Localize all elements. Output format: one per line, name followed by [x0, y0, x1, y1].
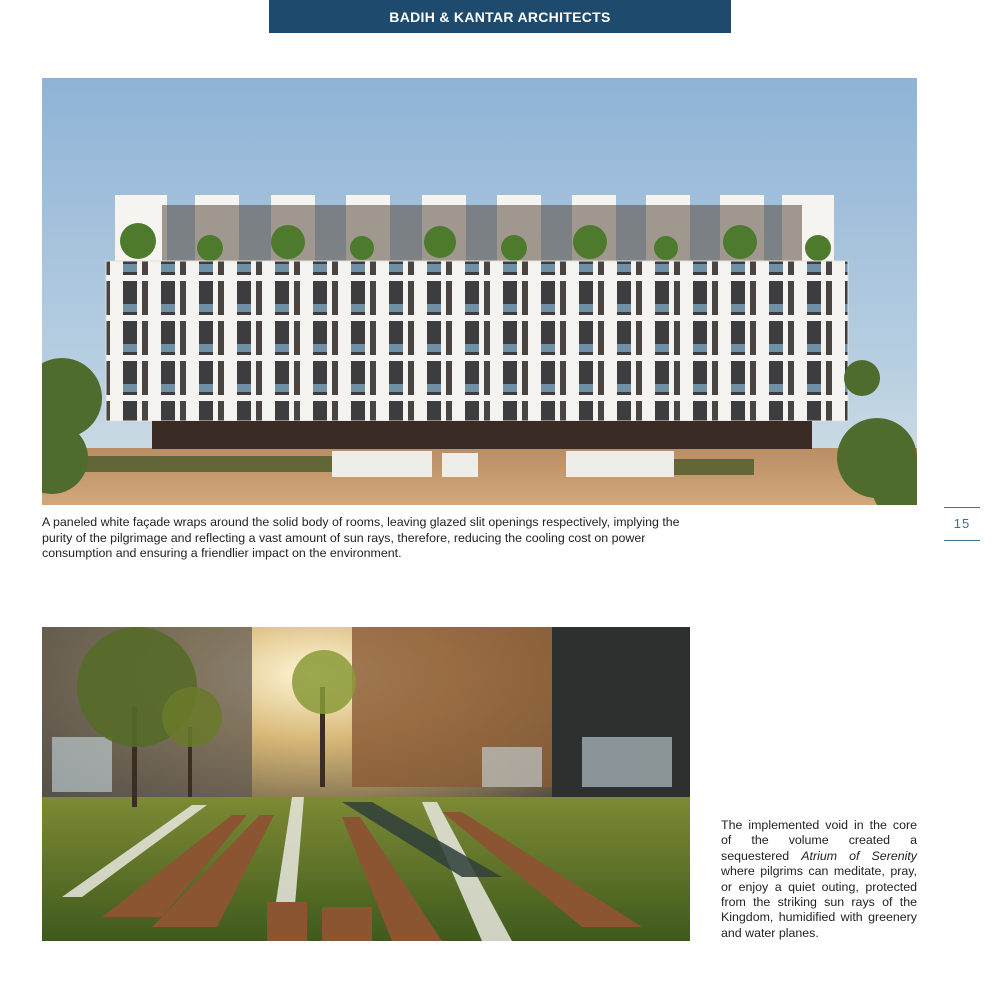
ground-floor [152, 421, 812, 449]
atrium-svg [42, 627, 690, 941]
page-number-block [944, 507, 980, 541]
roof-terrace [162, 205, 802, 261]
atrium-caption [721, 818, 917, 941]
facade-block [106, 261, 848, 421]
page-number-rule-top [944, 507, 980, 508]
atrium-rendering [42, 627, 690, 941]
facade-caption: A paneled white façade wraps around the solid body of rooms, leaving glazed slit openings respectively, implying the purity of the pilgrimage and reflecting a vast amount of sun rays, therefore, reducing the cooling cost on power consumption and ensuring a friendlier impact on the environment. [42, 515, 680, 560]
page-number: 15 [953, 516, 971, 531]
header-bar [269, 0, 731, 33]
atrium-caption-emphasis: Atrium of Serenity [801, 848, 917, 863]
atrium-caption-end: where pilgrims can meditate, pray, or enjoy a quiet outing, protected from the striking sun rays of the Kingdom, humidified with greenery and water planes. [721, 864, 917, 940]
facade-svg [42, 78, 917, 505]
atrium-caption-start: The implemented void in the core of the volume created a sequestered [721, 818, 917, 863]
facade-rendering [42, 78, 917, 505]
header-title: BADIH & KANTAR ARCHITECTS [389, 8, 611, 25]
page-number-rule-bottom [944, 540, 980, 541]
